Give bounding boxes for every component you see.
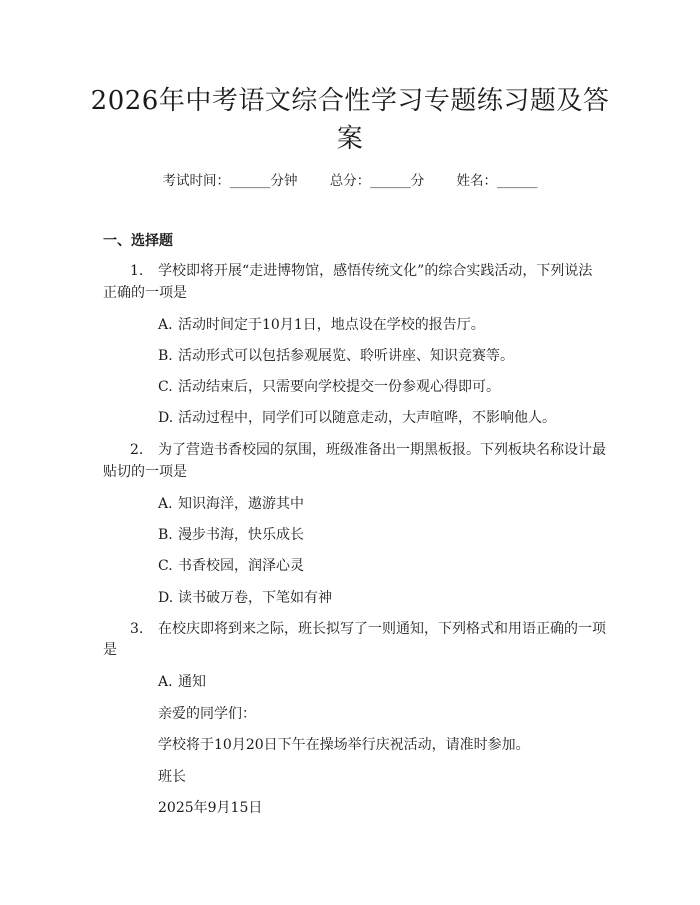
option-letter: B. (158, 348, 173, 364)
question-1-option-b (158, 346, 514, 366)
question-3-stem-line-1 (130, 619, 606, 639)
question-2-option-d (158, 588, 332, 608)
option-text: 通知 (178, 674, 206, 690)
question-1-option-d (158, 408, 556, 428)
title-line-1: 2026年中考语文综合性学习专题练习题及答 (90, 86, 610, 116)
question-2-stem-line-1 (130, 440, 606, 460)
exam-time: 考试时间：______分钟 (162, 173, 298, 189)
option-text: 漫步书海，快乐成长 (178, 527, 304, 543)
notice-date: 2025年9月15日 (158, 800, 263, 816)
notice-salutation: 亲爱的同学们： (158, 706, 256, 722)
question-3-stem-line-2: 是 (103, 642, 117, 658)
exam-name: 姓名：______ (456, 173, 538, 189)
option-letter: A. (158, 496, 173, 512)
question-1-stem-line-2: 正确的一项是 (103, 285, 187, 301)
option-text: 活动过程中，同学们可以随意走动，大声喧哗，不影响他人。 (178, 410, 556, 426)
question-3-option-a (158, 672, 206, 692)
question-2-stem-line-2: 贴切的一项是 (103, 464, 187, 480)
option-text: 知识海洋，遨游其中 (178, 496, 304, 512)
question-2-option-c (158, 556, 304, 576)
option-text: 活动时间定于10月1日，地点设在学校的报告厅。 (178, 317, 485, 333)
notice-body: 学校将于10月20日下午在操场举行庆祝活动，请准时参加。 (158, 737, 530, 753)
option-letter: C. (158, 379, 173, 395)
option-letter: A. (158, 674, 173, 690)
question-number: 2. (130, 442, 144, 458)
option-letter: D. (158, 410, 174, 426)
question-1-option-c (158, 377, 500, 397)
question-2-option-b (158, 525, 304, 545)
question-number: 1. (130, 263, 144, 279)
option-letter: C. (158, 558, 173, 574)
option-letter: D. (158, 590, 174, 606)
option-text: 读书破万卷，下笔如有神 (178, 590, 332, 606)
question-2-option-a (158, 494, 304, 514)
option-text: 书香校园，润泽心灵 (178, 558, 304, 574)
option-text: 活动结束后，只需要向学校提交一份参观心得即可。 (178, 379, 500, 395)
notice-signature: 班长 (158, 769, 186, 785)
option-text: 活动形式可以包括参观展览、聆听讲座、知识竞赛等。 (178, 348, 514, 364)
question-number: 3. (130, 621, 144, 637)
question-stem-text: 学校即将开展“走进博物馆，感悟传统文化”的综合实践活动，下列说法 (158, 263, 593, 279)
question-stem-text: 在校庆即将到来之际，班长拟写了一则通知，下列格式和用语正确的一项 (158, 621, 606, 637)
exam-meta (0, 169, 700, 189)
exam-score: 总分：______分 (329, 173, 425, 189)
option-letter: A. (158, 317, 173, 333)
option-letter: B. (158, 527, 173, 543)
question-1-stem-line-1 (130, 261, 592, 281)
title-line-2: 案 (336, 124, 364, 154)
document-title (90, 82, 610, 158)
section-heading: 一、选择题 (103, 233, 173, 249)
question-stem-text: 为了营造书香校园的氛围，班级准备出一期黑板报。下列板块名称设计最 (158, 442, 606, 458)
question-1-option-a (158, 315, 485, 335)
